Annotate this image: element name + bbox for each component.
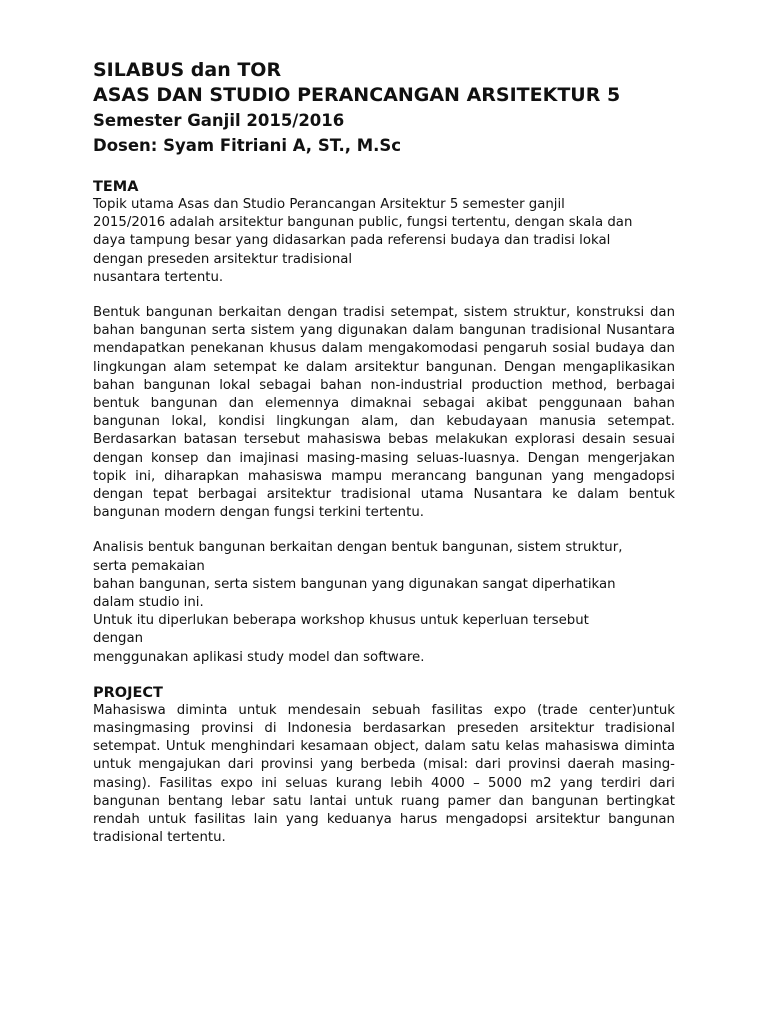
- document-title-line-2: ASAS DAN STUDIO PERANCANGAN ARSITEKTUR 5: [93, 84, 621, 106]
- tema-p3-line: Analisis bentuk bangunan berkaitan dengan bentuk bangunan, sistem struktur,: [93, 540, 623, 556]
- tema-heading: TEMA: [93, 179, 139, 195]
- document-title-line-1: SILABUS dan TOR: [93, 59, 282, 81]
- tema-p1-line: dengan preseden arsitektur tradisional: [93, 251, 353, 267]
- tema-p3-line: serta pemakaian: [93, 558, 205, 574]
- project-heading: PROJECT: [93, 684, 163, 701]
- tema-p1-line: nusantara tertentu.: [93, 269, 224, 285]
- tema-p1-line: daya tampung besar yang didasarkan pada referensi budaya dan tradisi lokal: [93, 233, 611, 249]
- tema-p3-line: dalam studio ini.: [93, 595, 204, 611]
- tema-p3-line: dengan: [93, 631, 144, 647]
- tema-p3-line: bahan bangunan, serta sistem bangunan yang digunakan sangat diperhatikan: [93, 576, 616, 592]
- dosen-label: Dosen: Syam Fitriani A, ST., M.Sc: [93, 136, 402, 155]
- tema-paragraph-1: [93, 196, 675, 287]
- document-page: [93, 58, 675, 848]
- tema-p3-line: menggunakan aplikasi study model dan software.: [93, 649, 425, 665]
- tema-p3-line: Untuk itu diperlukan beberapa workshop khusus untuk keperluan tersebut: [93, 613, 589, 629]
- project-paragraph: Mahasiswa diminta untuk mendesain sebuah fasilitas expo (trade center)untuk masingmasing provinsi di Indonesia berdasarkan preseden arsitektur tradisional setempat. Untuk menghindari kesamaan object, dalam satu kelas mahasiswa diminta untuk mengajukan dari provinsi yang berbeda (misal: dari provinsi daerah masing-masing). Fasilitas expo ini seluas kurang lebih 4000 – 5000 m2 yang terdiri dari bangunan bentang lebar satu lantai untuk ruang pamer dan bangunan bertingkat rendah untuk fasilitas lain yang keduanya harus mengadopsi arsitektur bangunan tradisional tertentu.: [93, 702, 675, 846]
- tema-paragraph-2: Bentuk bangunan berkaitan dengan tradisi setempat, sistem struktur, konstruksi dan bahan bangunan serta sistem yang digunakan dalam bangunan tradisional Nusantara mendapatkan penekanan khusus dalam mengakomodasi pengaruh sosial budaya dan lingkungan alam setempat ke dalam arsitektur bangunan. Dengan mengaplikasikan bahan bangunan lokal sebagai bahan non-industrial production method, berbagai bentuk bangunan dan elemennya dimaknai sebagai akibat penggunaan bahan bangunan lokal, kondisi lingkungan alam, dan kebudayaan manusia setempat. Berdasarkan batasan tersebut mahasiswa bebas melakukan explorasi desain sesuai dengan konsep dan imajinasi masing-masing seluas-luasnya. Dengan mengerjakan topik ini, diharapkan mahasiswa mampu merancang bangunan yang mengadopsi dengan tepat berbagai arsitektur tradisional utama Nusantara ke dalam bentuk bangunan modern dengan fungsi terkini tertentu.: [93, 305, 675, 521]
- tema-paragraph-3: [93, 539, 675, 666]
- tema-p1-line: Topik utama Asas dan Studio Perancangan Arsitektur 5 semester ganjil: [93, 197, 565, 212]
- tema-p1-line: 2015/2016 adalah arsitektur bangunan public, fungsi tertentu, dengan skala dan: [93, 215, 633, 231]
- semester-label: Semester Ganjil 2015/2016: [93, 111, 345, 130]
